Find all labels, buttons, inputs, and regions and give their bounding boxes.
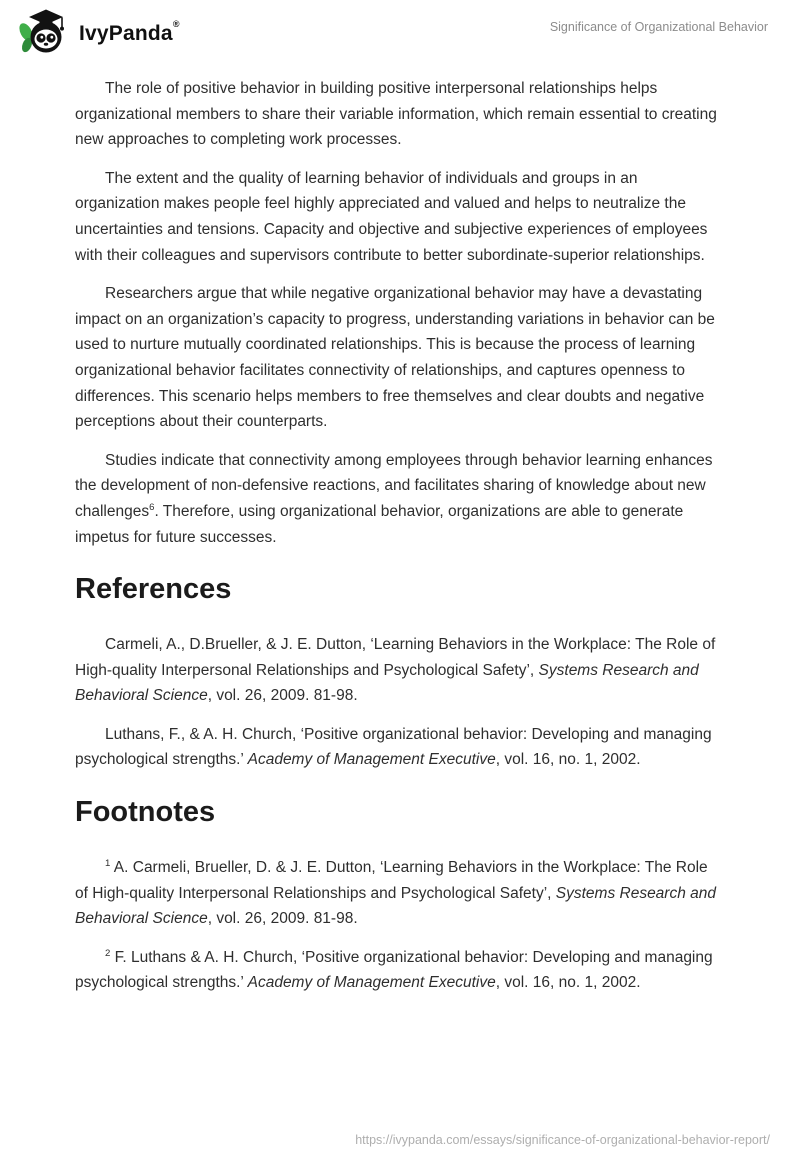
footnote-entry: $^2$ F. Luthans & A. H. Church, ‘Positive organizational behavior: Developing and managing psychological strengths.’ Academy of Management Executive, vol. 16, no. 1, 2002. — [75, 947, 713, 992]
page-header — [0, 0, 800, 58]
footnotes-heading: Footnotes — [75, 796, 216, 829]
reference-entry: Carmeli, A., D.Brueller, & J. E. Dutton, ‘Learning Behaviors in the Workplace: The Role of High-quality Interpersonal Relationships and Psychological Safety’, Systems Research and Behavioral Science, vol. 26, 2009. 81-98. — [75, 636, 716, 705]
paragraph: The extent and the quality of learning behavior of individuals and groups in an organization makes people feel highly appreciated and valued and helps to neutralize the uncertainties and tensions. Capacity and objective and subjective experiences of employees with their colleagues and supervisors contribute to better subordinate-superior relationships. — [75, 169, 708, 264]
page-footer — [355, 1133, 770, 1147]
article-content — [0, 58, 800, 996]
paragraph: Studies indicate that connectivity among employees through behavior learning enhances the development of non-defensive reactions, and facilitates sharing of knowledge about new challenges$^6$. Therefore, using organizational behavior, organizations are able to generate impetus for future successes. — [75, 451, 713, 546]
footnote-entry: $^1$ A. Carmeli, Brueller, D. & J. E. Dutton, ‘Learning Behaviors in the Workplace: The Role of High-quality Interpersonal Relationships and Psychological Safety’, Systems Research and Behavioral Science, vol. 26, 2009. 81-98. — [75, 857, 717, 928]
reference-entry: Luthans, F., & A. H. Church, ‘Positive organizational behavior: Developing and managing psychological strengths.’ Academy of Management Executive, vol. 16, no. 1, 2002. — [75, 725, 712, 769]
brand-name: IvyPanda — [79, 22, 173, 45]
paragraph: The role of positive behavior in building positive interpersonal relationships helps organizational members to share their variable information, which remain essential to creating new approaches to completing work processes. — [75, 80, 717, 149]
registered-trademark-symbol: ® — [172, 18, 180, 29]
references-heading: References — [75, 573, 232, 606]
source-url[interactable]: https://ivypanda.com/essays/significance-of-organizational-behavior-report/ — [355, 1133, 770, 1147]
brand-logo[interactable] — [18, 8, 179, 61]
ivypanda-panda-graduate-logo-icon — [18, 8, 70, 61]
paragraph: Researchers argue that while negative organizational behavior may have a devastating impact on an organization’s capacity to progress, understanding variations in behavior can be used to nurture mutually coordinated relationships. This is because the process of learning organizational behavior facilitates connectivity of relationships, and captures openness to differences. This scenario helps members to free themselves and clear doubts and negative perceptions about their counterparts. — [75, 285, 715, 431]
document-title: Significance of Organizational Behavior — [549, 20, 768, 34]
